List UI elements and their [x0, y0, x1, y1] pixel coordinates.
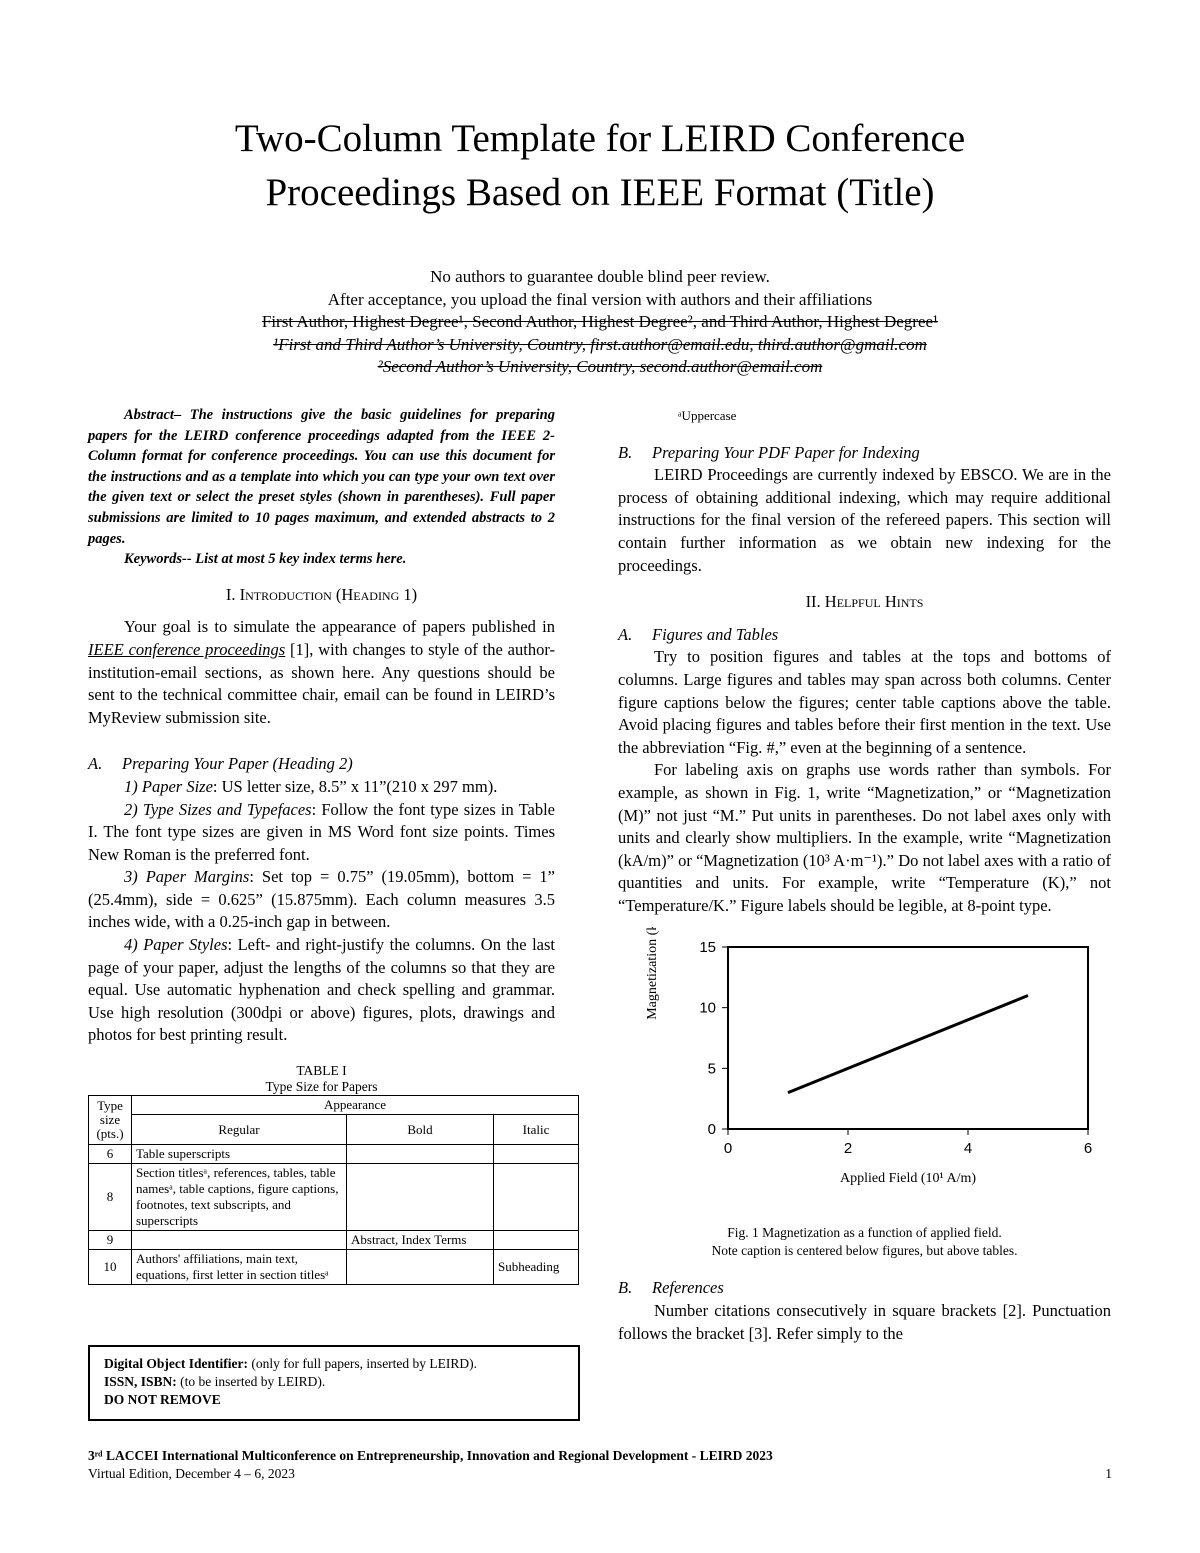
- table-caption: Type Size for Papers: [265, 1079, 378, 1095]
- paper-margins-paragraph: 3) Paper Margins: Set top = 0.75” (19.05mm), bottom = 1” (25.4mm), side = 0.625” (15.875mm). Each column measures 3.5 inches wide, with a 0.25-inch gap in between.: [88, 867, 555, 932]
- magnetization-chart: [618, 927, 1111, 1217]
- author-affiliation-1: ¹First and Third Author’s University, Country, first.author@email.edu, third.author@gmail.com: [273, 334, 927, 354]
- uppercase-note: ᵃUppercase: [678, 408, 737, 423]
- heading-introduction: I. Introduction (Heading 1): [225, 584, 418, 604]
- figures-paragraph-1: Try to position figures and tables at the tops and bottoms of columns. Large figures and tables may span across both columns. Center figure captions below the figures; center table captions above the table. Avoid placing figures and tables before their first mention in the text. Use the abbreviation “Fig. #,” even at the beginning of a sentence.: [618, 647, 1111, 757]
- type-sizes-paragraph: 2) Type Sizes and Typefaces: Follow the font type sizes in Table I. The font type sizes are given in MS Word font size points. Times New Roman is the preferred font.: [88, 799, 555, 864]
- x-tick-label: 2: [843, 1140, 853, 1158]
- page-footer: [88, 1447, 1112, 1483]
- footer-edition: Virtual Edition, December 4 – 6, 2023: [88, 1466, 295, 1481]
- table-label: TABLE I: [296, 1063, 347, 1079]
- do-not-remove-label: DO NOT REMOVE: [104, 1392, 221, 1407]
- table-header-regular: Regular: [132, 1115, 347, 1145]
- author-affiliation-2: ²Second Author’s University, Country, second.author@email.com: [377, 357, 823, 376]
- table-row: 9 Abstract, Index Terms: [89, 1231, 579, 1250]
- authors-note-2: After acceptance, you upload the final version with authors and their affiliations: [327, 289, 873, 309]
- ieee-proceedings-link[interactable]: IEEE conference proceedings: [88, 639, 286, 659]
- heading-references: B. References: [618, 1278, 724, 1298]
- title-line-1: Two-Column Template for LEIRD Conference: [234, 117, 966, 160]
- x-tick-label: 0: [723, 1140, 733, 1158]
- plot-frame: [728, 947, 1088, 1129]
- issn-text: (to be inserted by LEIRD).: [176, 1374, 326, 1389]
- y-tick-label: 10: [699, 1000, 716, 1018]
- table-header-type: Type size (pts.): [89, 1096, 132, 1145]
- table-header-appearance: Appearance: [132, 1096, 579, 1115]
- heading-preparing-paper: A. Preparing Your Paper (Heading 2): [88, 754, 353, 774]
- left-column: [88, 405, 560, 1285]
- heading-pdf-indexing: B. Preparing Your PDF Paper for Indexing: [618, 442, 920, 462]
- y-axis-label: Magnetization (kA/m): [645, 927, 660, 1021]
- doi-text: (only for full papers, inserted by LEIRD).: [247, 1356, 478, 1371]
- y-tick-label: 5: [707, 1060, 716, 1078]
- title-line-2: Proceedings Based on IEEE Format (Title): [265, 171, 935, 214]
- abstract: Abstract– The instructions give the basic guidelines for preparing papers for the LEIRD conference proceedings adapted from the IEEE 2-Column format for conference proceedings. You can use this document for the instructions and as a template into which you can type your own text over the given text or select the preset styles (shown in parentheses). Full paper submissions are limited to 10 pages maximum, and extended abstracts to 2 pages.: [88, 407, 555, 547]
- x-tick-label: 6: [1083, 1140, 1093, 1158]
- issn-label: ISSN, ISBN:: [104, 1374, 177, 1389]
- author-names: First Author, Highest Degree¹, Second Author, Highest Degree², and Third Author, Highest Degree¹: [261, 312, 939, 331]
- heading-helpful-hints: II. Helpful Hints: [805, 592, 924, 612]
- y-tick-label: 0: [707, 1121, 716, 1139]
- table-header-italic: Italic: [494, 1115, 579, 1145]
- table-row: 8 Section titlesᵃ, references, tables, table namesᵃ, table captions, figure captions, footnotes, text subscripts, and superscripts: [89, 1164, 579, 1231]
- y-tick-label: 15: [699, 939, 716, 957]
- references-paragraph: Number citations consecutively in square brackets [2]. Punctuation follows the bracket [3]. Refer simply to the: [618, 1301, 1111, 1343]
- x-tick-label: 4: [963, 1140, 973, 1158]
- footer-conference: 3ʳᵈ LACCEI International Multiconference on Entrepreneurship, Innovation and Regional Development - LEIRD 2023: [88, 1448, 773, 1463]
- series-line-magnetization: [788, 996, 1028, 1093]
- figure-caption-2: Note caption is centered below figures, but above tables.: [711, 1243, 1018, 1259]
- keywords: Keywords-- List at most 5 key index terms here.: [124, 551, 407, 568]
- paper-title: [0, 112, 1200, 220]
- table-row: 6 Table superscripts: [89, 1145, 579, 1164]
- right-column: [618, 405, 1111, 1345]
- authors-note-1: No authors to guarantee double blind peer review.: [430, 267, 770, 286]
- intro-paragraph: Your goal is to simulate the appearance of papers published in IEEE conference proceedings [1], with changes to style of the author-institution-email sections, as shown here. Any questions should be sent to the technical committee chair, email can be found in LEIRD’s MyReview submission site.: [88, 617, 556, 727]
- table-row: 10 Authors' affiliations, main text, equations, first letter in section titlesᵃ Subheading: [89, 1250, 579, 1285]
- figure-caption-1: Fig. 1 Magnetization as a function of applied field.: [727, 1225, 1002, 1241]
- doi-label: Digital Object Identifier:: [104, 1356, 248, 1371]
- paper-styles-paragraph: 4) Paper Styles: Left- and right-justify the columns. On the last page of your paper, adjust the lengths of the columns so that they are equal. Use automatic hyphenation and check spelling and grammar. Use high resolution (300dpi or above) figures, plots, drawings and photos for best printing result.: [88, 935, 555, 1045]
- authors-block: [0, 266, 1200, 379]
- figures-paragraph-2: For labeling axis on graphs use words rather than symbols. For example, as shown in Fig. 1, write “Magnetization,” or “Magnetization (M)” not just “M.” Put units in parentheses. Do not label axes only with units and clearly show multipliers. In the example, write “Magnetization (kA/m)” or “Magnetization (10³ A·m⁻¹).” Do not label axes with a ratio of quantities and units. For example, write “Temperature (K),” not “Temperature/K.” Figure labels should be legible, at 8-point type.: [618, 760, 1111, 915]
- figure-1: [618, 927, 1111, 1267]
- table-header-bold: Bold: [347, 1115, 494, 1145]
- heading-figures-tables: A. Figures and Tables: [618, 624, 779, 644]
- pdf-indexing-paragraph: LEIRD Proceedings are currently indexed by EBSCO. We are in the process of obtaining additional indexing, which may require additional instructions for the final version of the refereed papers. This section will contain further information as we obtain new indexing for the proceedings.: [618, 465, 1111, 575]
- page-number: 1: [1105, 1466, 1112, 1481]
- doi-box: [88, 1345, 580, 1421]
- type-size-table: [88, 1095, 579, 1285]
- paper-size-paragraph: 1) Paper Size: US letter size, 8.5” x 11”(210 x 297 mm).: [124, 776, 498, 796]
- x-axis-label: Applied Field (10¹ A/m): [839, 1171, 977, 1187]
